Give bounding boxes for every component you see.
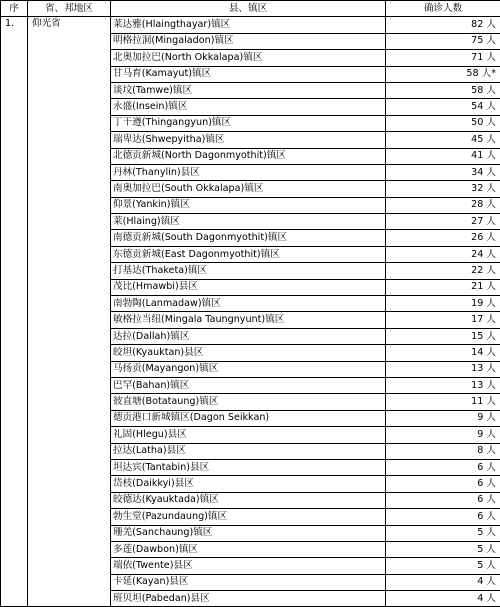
case-count-cell: 54 人	[386, 99, 500, 115]
township-cell: 德贡港口新城镇区(Dagon Seikkan)	[111, 410, 386, 426]
township-cell: 坦达宾(Tantabin)县区	[111, 459, 386, 475]
case-count-cell: 71 人	[386, 50, 500, 66]
township-cell: 打基达(Thaketa)镇区	[111, 263, 386, 279]
case-count-cell: 9 人	[386, 427, 500, 443]
case-count-cell: 17 人	[386, 312, 500, 328]
case-count-cell: 32 人	[386, 181, 500, 197]
township-cell: 明格拉洞(Mingaladon)镇区	[111, 33, 386, 49]
township-cell: 礼固(Hlegu)县区	[111, 427, 386, 443]
case-count-cell: 50 人	[386, 115, 500, 131]
township-cell: 珊羌(Sanchaung)镇区	[111, 525, 386, 541]
header-no: 序	[1, 1, 28, 17]
township-cell: 达拉(Dallah)镇区	[111, 328, 386, 344]
township-cell: 丁干遵(Thingangyun)镇区	[111, 115, 386, 131]
case-count-cell: 75 人	[386, 33, 500, 49]
header-township: 县、镇区	[111, 1, 386, 17]
township-cell: 马扬贡(Mayangon)镇区	[111, 361, 386, 377]
case-count-cell: 13 人	[386, 377, 500, 393]
case-count-cell: 5 人	[386, 558, 500, 574]
township-cell: 甘马育(Kamayut)镇区	[111, 66, 386, 82]
case-count-cell: 19 人	[386, 296, 500, 312]
township-cell: 皎坦(Kyauktan)县区	[111, 345, 386, 361]
case-count-cell: 41 人	[386, 148, 500, 164]
case-count-cell: 58 人*	[386, 66, 500, 82]
township-cell: 谈坟(Tamwe)镇区	[111, 82, 386, 98]
case-count-cell: 34 人	[386, 164, 500, 180]
case-count-cell: 27 人	[386, 214, 500, 230]
township-cell: 卡延(Kayan)县区	[111, 574, 386, 590]
township-cell: 南勃陶(Lanmadaw)镇区	[111, 296, 386, 312]
township-cell: 巴罕(Bahan)镇区	[111, 377, 386, 393]
township-cell: 端依(Twente)县区	[111, 558, 386, 574]
case-count-cell: 6 人	[386, 476, 500, 492]
township-cell: 彼直塘(Botataung)镇区	[111, 394, 386, 410]
township-cell: 皎德达(Kyauktada)镇区	[111, 492, 386, 508]
case-count-cell: 5 人	[386, 525, 500, 541]
township-cell: 北德贡新城(North Dagonmyothit)镇区	[111, 148, 386, 164]
case-count-cell: 14 人	[386, 345, 500, 361]
township-cell: 仰景(Yankin)镇区	[111, 197, 386, 213]
township-cell: 东德贡新城(East Dagonmyothit)镇区	[111, 246, 386, 262]
case-count-cell: 6 人	[386, 459, 500, 475]
township-cell: 丹林(Thanylin)县区	[111, 164, 386, 180]
township-cell: 瑞卑达(Shwepyitha)镇区	[111, 132, 386, 148]
header-row	[1, 1, 500, 17]
township-cell: 岱枝(Daikkyi)县区	[111, 476, 386, 492]
case-count-cell: 28 人	[386, 197, 500, 213]
case-count-cell: 82 人	[386, 17, 500, 33]
case-count-cell: 15 人	[386, 328, 500, 344]
table-row	[1, 17, 500, 33]
case-count-cell: 26 人	[386, 230, 500, 246]
case-count-cell: 45 人	[386, 132, 500, 148]
township-cell: 莱(Hlaing)镇区	[111, 214, 386, 230]
row-number-cell: 1.	[1, 17, 28, 607]
header-state: 省、邦地区	[28, 1, 111, 17]
township-cell: 勃生堂(Pazundaung)镇区	[111, 509, 386, 525]
township-cell: 茂比(Hmawbi)县区	[111, 279, 386, 295]
township-cell: 永盛(Insein)镇区	[111, 99, 386, 115]
case-count-cell: 8 人	[386, 443, 500, 459]
case-count-cell: 6 人	[386, 492, 500, 508]
case-count-cell: 13 人	[386, 361, 500, 377]
case-count-cell: 9 人	[386, 410, 500, 426]
township-cell: 班贝坦(Pabedan)县区	[111, 591, 386, 607]
township-cell: 多莲(Dawbon)镇区	[111, 541, 386, 557]
township-cell: 莱达雅(Hlaingthayar)镇区	[111, 17, 386, 33]
case-count-cell: 4 人	[386, 591, 500, 607]
township-cell: 南奥加拉巴(South Okkalapa)镇区	[111, 181, 386, 197]
case-count-cell: 21 人	[386, 279, 500, 295]
case-count-cell: 58 人	[386, 82, 500, 98]
header-cases: 确诊人数	[386, 1, 500, 17]
township-cell: 拉达(Latha)县区	[111, 443, 386, 459]
state-cell: 仰光省	[28, 17, 111, 607]
case-count-cell: 4 人	[386, 574, 500, 590]
case-count-cell: 11 人	[386, 394, 500, 410]
case-count-cell: 5 人	[386, 541, 500, 557]
township-cell: 南德贡新城(South Dagonmyothit)镇区	[111, 230, 386, 246]
case-count-cell: 6 人	[386, 509, 500, 525]
township-cell: 敏格拉当纽(Mingala Taungnyunt)镇区	[111, 312, 386, 328]
case-count-cell: 22 人	[386, 263, 500, 279]
case-count-cell: 24 人	[386, 246, 500, 262]
township-cell: 北奥加拉巴(North Okkalapa)镇区	[111, 50, 386, 66]
table-body	[1, 17, 500, 607]
